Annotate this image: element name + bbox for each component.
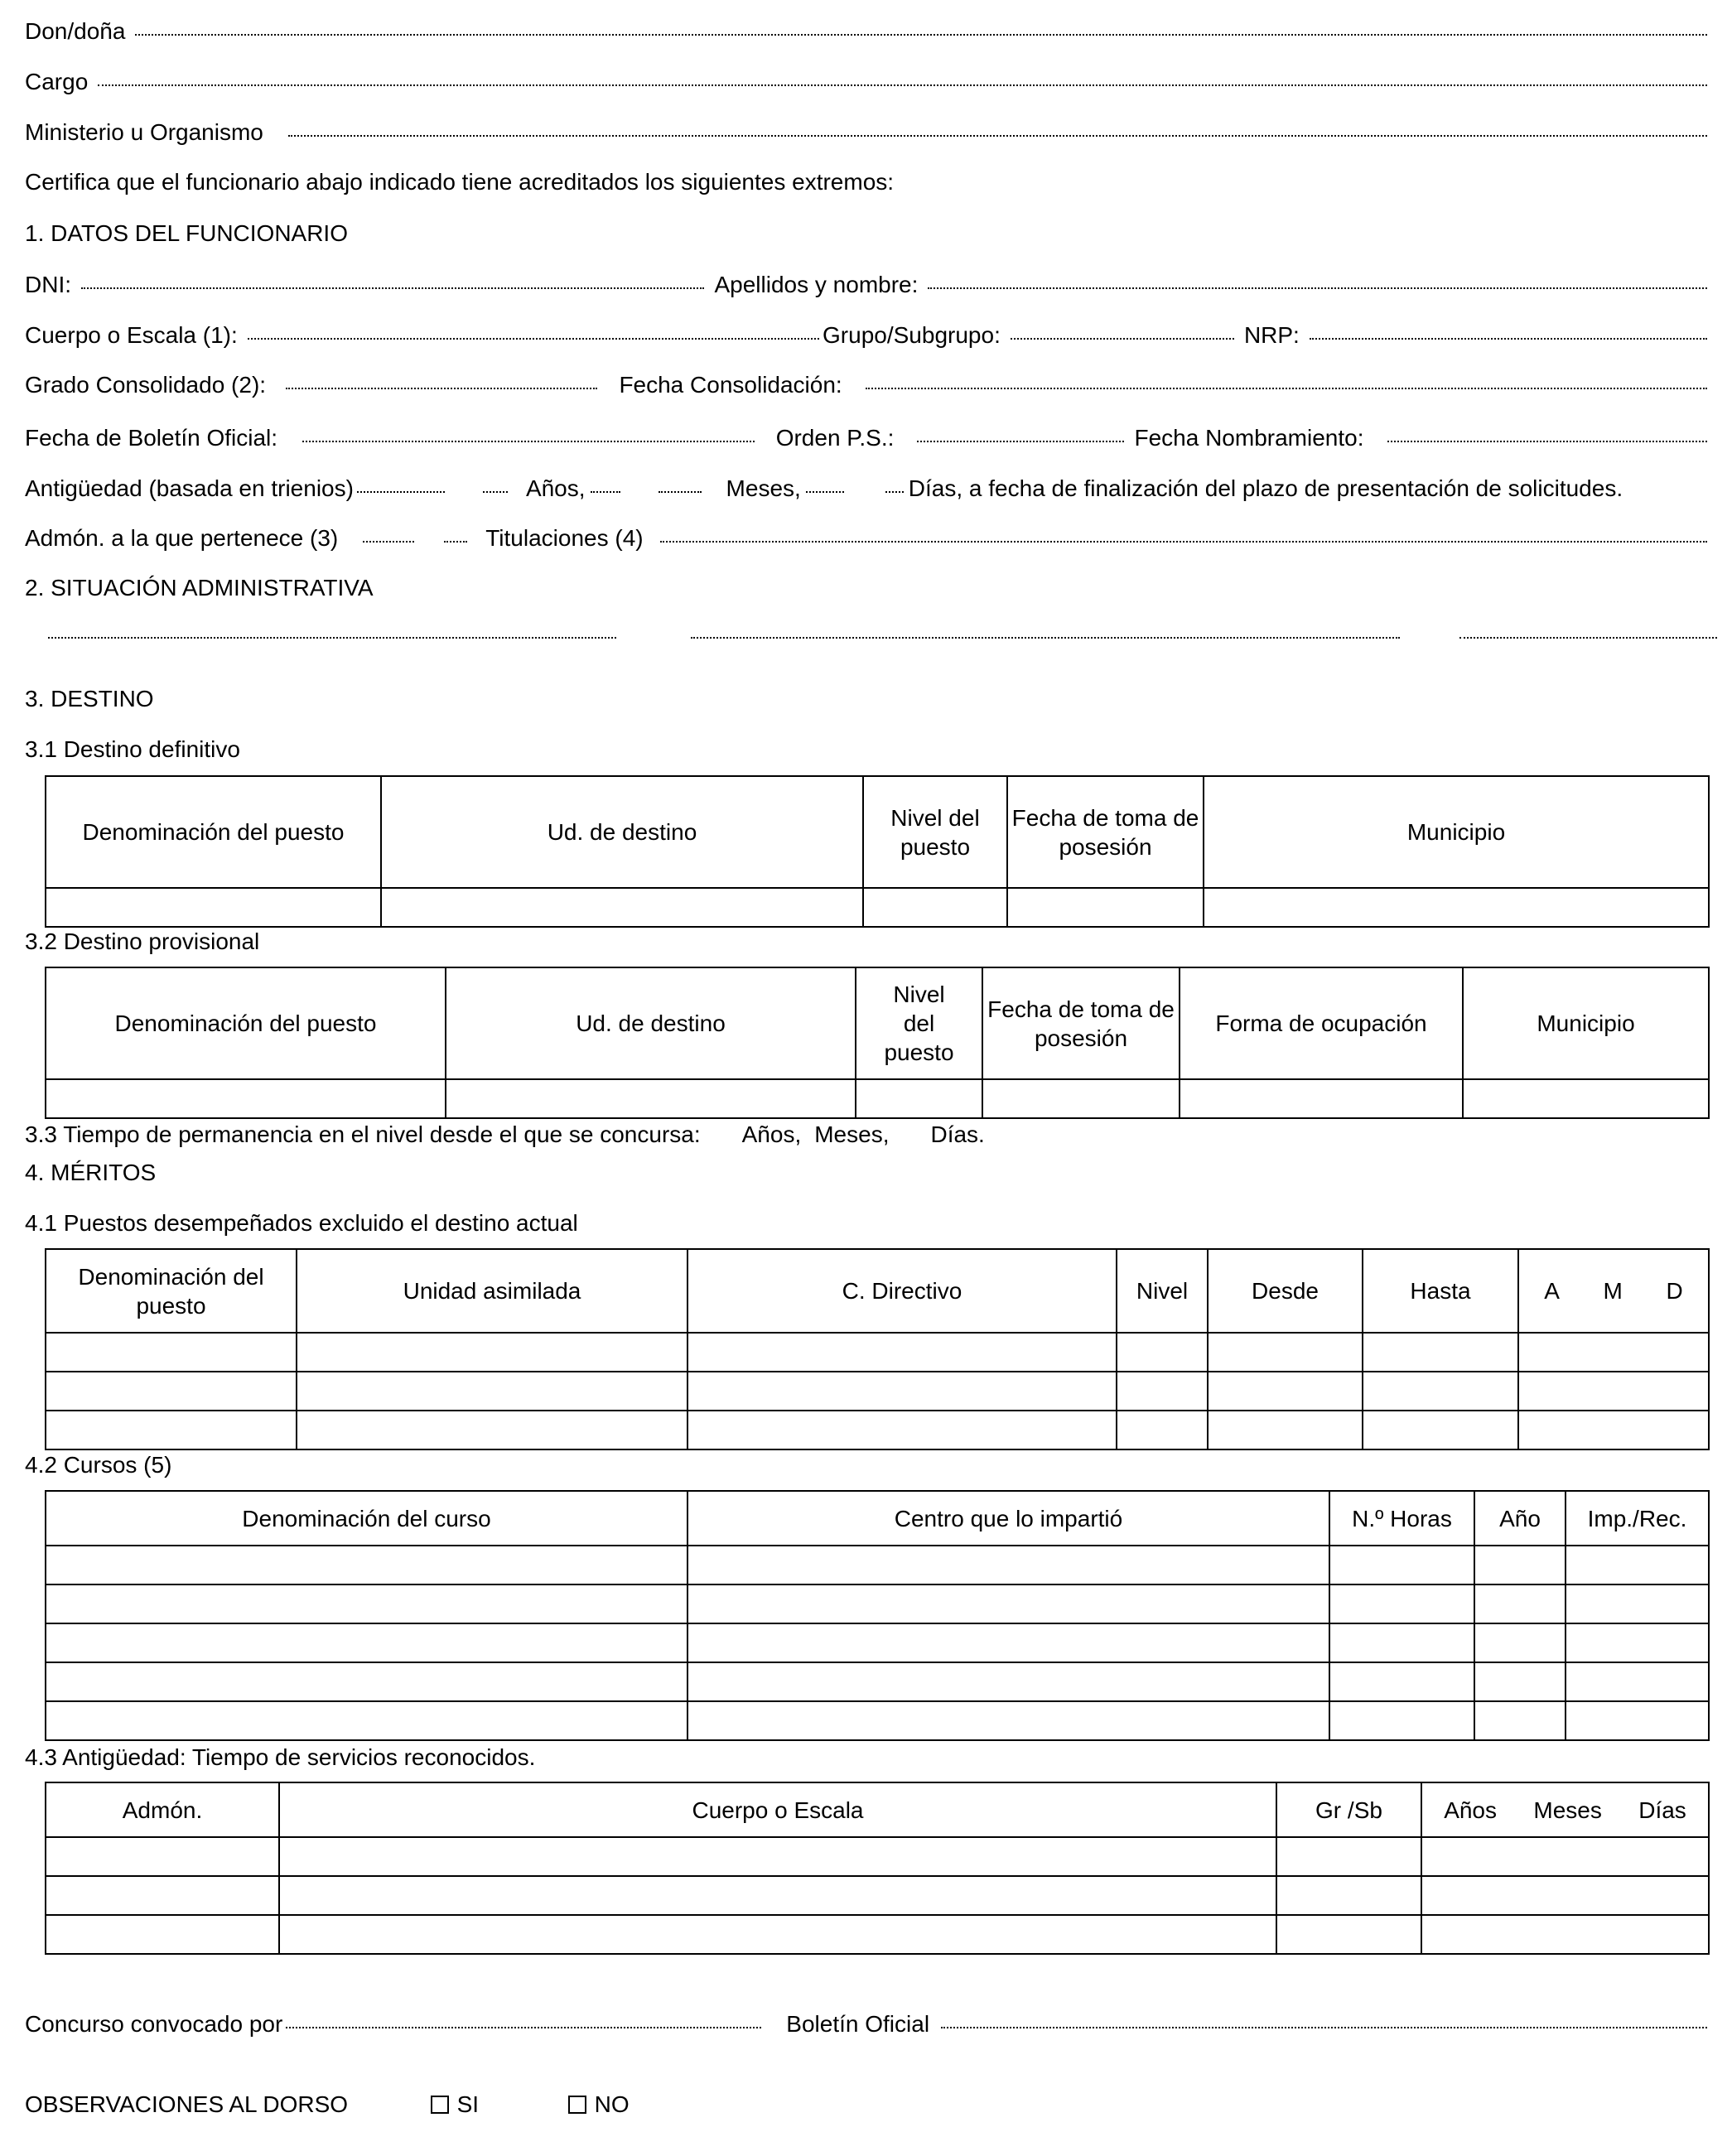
dni-field[interactable] <box>81 287 704 289</box>
table-cell[interactable] <box>1329 1546 1474 1584</box>
table-cell[interactable] <box>1518 1411 1709 1449</box>
col-header-a: A <box>1544 1278 1560 1304</box>
col-header: Ud. de destino <box>446 967 856 1079</box>
ministerio-row <box>25 119 1717 152</box>
cargo-label: Cargo <box>25 69 89 94</box>
table-cell[interactable] <box>1363 1372 1518 1411</box>
table-cell[interactable] <box>1276 1876 1421 1915</box>
col-header: Admón. <box>46 1782 279 1837</box>
don-dona-row <box>25 18 1717 51</box>
titulaciones-label: Titulaciones (4) <box>485 525 644 551</box>
cargo-field[interactable] <box>98 84 1707 86</box>
table-cell[interactable] <box>46 1701 687 1740</box>
grado-row <box>25 372 1717 405</box>
section4-2-title: 4.2 Cursos (5) <box>25 1452 172 1478</box>
table-row <box>46 1662 1709 1701</box>
table-cell[interactable] <box>1566 1701 1709 1740</box>
table-cell[interactable] <box>982 1079 1180 1118</box>
antiguedad-label: Antigüedad (basada en trienios) <box>25 475 354 501</box>
no-label: NO <box>594 2091 630 2117</box>
col-header: Gr /Sb <box>1276 1782 1421 1837</box>
col-header: Imp./Rec. <box>1566 1491 1709 1546</box>
situacion-field-1[interactable] <box>48 636 616 639</box>
situacion-row <box>48 639 1717 673</box>
table-cell[interactable] <box>1208 1411 1363 1449</box>
table-cell[interactable] <box>297 1372 687 1411</box>
cuerpo-field[interactable] <box>248 337 819 340</box>
table-row <box>46 1584 1709 1623</box>
table-cell[interactable] <box>687 1411 1117 1449</box>
table-cell[interactable] <box>1566 1623 1709 1662</box>
dni-row <box>25 272 1717 305</box>
section3-3-anos: Años, <box>741 1121 802 1147</box>
table-cell[interactable] <box>1007 888 1204 927</box>
table-cell[interactable] <box>1463 1079 1709 1118</box>
apellidos-label: Apellidos y nombre: <box>714 272 919 297</box>
col-header: Municipio <box>1204 776 1709 888</box>
si-label: SI <box>456 2091 480 2117</box>
table-cell[interactable] <box>1363 1411 1518 1449</box>
col-header: Denominación del curso <box>46 1491 687 1546</box>
table-cell[interactable] <box>46 1584 687 1623</box>
apellidos-field[interactable] <box>928 287 1707 289</box>
table-cell[interactable] <box>1117 1411 1208 1449</box>
col-header-meses: Meses <box>1533 1797 1602 1823</box>
cuerpo-row <box>25 322 1717 355</box>
table-cell[interactable] <box>46 1915 279 1954</box>
col-header: Denominación del puesto <box>46 776 381 888</box>
section3-title: 3. DESTINO <box>25 686 154 711</box>
section3-3-row <box>25 1121 985 1148</box>
destino-definitivo-table <box>45 775 1710 928</box>
table-cell[interactable] <box>1421 1915 1709 1954</box>
concurso-row <box>25 2011 1717 2044</box>
table-cell[interactable] <box>1117 1333 1208 1372</box>
ministerio-label: Ministerio u Organismo <box>25 119 263 145</box>
col-header: Fecha de toma de posesión <box>1007 776 1204 888</box>
cuerpo-label: Cuerpo o Escala (1): <box>25 322 238 348</box>
table-cell[interactable] <box>46 1837 279 1876</box>
observaciones-row <box>25 2091 630 2118</box>
section3-3-meses: Meses, <box>814 1121 890 1147</box>
certifica-row <box>25 169 1717 202</box>
table-row <box>46 1623 1709 1662</box>
fecha-boletin-row <box>25 425 1717 458</box>
table-cell[interactable] <box>1180 1079 1463 1118</box>
fecha-nombramiento-field[interactable] <box>1387 440 1708 442</box>
trienios-field[interactable] <box>357 490 445 493</box>
table-cell[interactable] <box>1474 1662 1566 1701</box>
table-cell[interactable] <box>1566 1662 1709 1701</box>
col-header-amd <box>1421 1782 1709 1837</box>
anos-pre-field[interactable] <box>483 490 508 493</box>
fecha-boletin-label: Fecha de Boletín Oficial: <box>25 425 278 451</box>
col-header: Forma de ocupación <box>1180 967 1463 1079</box>
fecha-nombramiento-label: Fecha Nombramiento: <box>1134 425 1364 451</box>
table-cell[interactable] <box>687 1546 1329 1584</box>
col-header: Cuerpo o Escala <box>279 1782 1276 1837</box>
col-header-m: M <box>1603 1278 1623 1304</box>
table-cell[interactable] <box>687 1662 1329 1701</box>
anos-field[interactable] <box>591 490 620 493</box>
table-cell[interactable] <box>46 1372 297 1411</box>
table-header-row <box>46 1491 1709 1546</box>
table-row <box>46 1837 1709 1876</box>
col-header: Ud. de destino <box>381 776 863 888</box>
meses-label: Meses, <box>726 475 801 501</box>
don-dona-field[interactable] <box>135 33 1707 36</box>
antiguedad-table <box>45 1782 1710 1955</box>
col-header: Nivel del puesto <box>863 776 1007 888</box>
ministerio-field[interactable] <box>288 134 1707 137</box>
table-cell[interactable] <box>1421 1876 1709 1915</box>
situacion-field-3[interactable] <box>1459 636 1717 639</box>
table-cell[interactable] <box>1204 888 1709 927</box>
col-header: Nivel <box>1117 1249 1208 1333</box>
col-header: Nivel del puesto <box>856 967 982 1079</box>
table-cell[interactable] <box>1474 1584 1566 1623</box>
section4-1-title: 4.1 Puestos desempeñados excluido el destino actual <box>25 1210 578 1236</box>
table-cell[interactable] <box>381 888 863 927</box>
admon-field[interactable] <box>363 540 414 543</box>
fecha-consolidacion-field[interactable] <box>866 387 1707 389</box>
concurso-field[interactable] <box>286 2026 761 2028</box>
table-cell[interactable] <box>1276 1915 1421 1954</box>
table-cell[interactable] <box>687 1701 1329 1740</box>
section3-2-title: 3.2 Destino provisional <box>25 928 260 954</box>
col-header-d: D <box>1666 1278 1683 1304</box>
table-cell[interactable] <box>1208 1333 1363 1372</box>
table-cell[interactable] <box>1566 1546 1709 1584</box>
col-header: Desde <box>1208 1249 1363 1333</box>
admon-row <box>25 525 1717 558</box>
si-checkbox[interactable] <box>431 2096 449 2114</box>
section3-3-dias: Días. <box>930 1121 985 1147</box>
table-row <box>46 1372 1709 1411</box>
dias-label: Días, a fecha de finalización del plazo de presentación de solicitudes. <box>908 475 1623 501</box>
dias-field[interactable] <box>885 490 904 493</box>
section4-title: 4. MÉRITOS <box>25 1160 157 1185</box>
orden-ps-field[interactable] <box>917 440 1124 442</box>
meses-pre-field[interactable] <box>659 490 702 493</box>
table-header-row <box>46 967 1709 1079</box>
col-header: N.º Horas <box>1329 1491 1474 1546</box>
table-cell[interactable] <box>1421 1837 1709 1876</box>
col-header: Fecha de toma de posesión <box>982 967 1180 1079</box>
section2-title: 2. SITUACIÓN ADMINISTRATIVA <box>25 575 374 600</box>
puestos-table <box>45 1248 1710 1450</box>
admon-label: Admón. a la que pertenece (3) <box>25 525 339 551</box>
nrp-field[interactable] <box>1310 337 1707 340</box>
boletin-label: Boletín Oficial <box>786 2011 930 2037</box>
situacion-field-2[interactable] <box>691 636 1400 639</box>
table-cell[interactable] <box>1518 1333 1709 1372</box>
table-cell[interactable] <box>446 1079 856 1118</box>
table-cell[interactable] <box>863 888 1007 927</box>
table-cell[interactable] <box>1276 1837 1421 1876</box>
section4-3-title: 4.3 Antigüedad: Tiempo de servicios reconocidos. <box>25 1744 536 1770</box>
table-cell[interactable] <box>1566 1584 1709 1623</box>
table-cell[interactable] <box>46 1662 687 1701</box>
col-header: Municipio <box>1463 967 1709 1079</box>
table-cell[interactable] <box>1208 1372 1363 1411</box>
meses-field[interactable] <box>806 490 844 493</box>
table-cell[interactable] <box>856 1079 982 1118</box>
cargo-row <box>25 69 1717 102</box>
table-cell[interactable] <box>46 1546 687 1584</box>
grado-label: Grado Consolidado (2): <box>25 372 267 398</box>
table-cell[interactable] <box>1329 1584 1474 1623</box>
table-row <box>46 1701 1709 1740</box>
orden-ps-label: Orden P.S.: <box>775 425 895 451</box>
table-row <box>46 1546 1709 1584</box>
col-header-amd <box>1518 1249 1709 1333</box>
table-cell[interactable] <box>687 1623 1329 1662</box>
table-cell[interactable] <box>1518 1372 1709 1411</box>
table-cell[interactable] <box>687 1372 1117 1411</box>
cursos-table <box>45 1490 1710 1741</box>
col-header: Centro que lo impartió <box>687 1491 1329 1546</box>
grupo-label: Grupo/Subgrupo: <box>823 322 1001 348</box>
table-cell[interactable] <box>297 1411 687 1449</box>
certifica-text: Certifica que el funcionario abajo indicado tiene acreditados los siguientes extremos: <box>25 169 895 195</box>
dni-label: DNI: <box>25 272 71 297</box>
admon-field-2[interactable] <box>444 540 467 543</box>
titulaciones-field[interactable] <box>660 540 1707 543</box>
antiguedad-row <box>25 475 1717 509</box>
table-cell[interactable] <box>1329 1701 1474 1740</box>
table-cell[interactable] <box>46 1876 279 1915</box>
table-cell[interactable] <box>687 1584 1329 1623</box>
table-row <box>46 1079 1709 1118</box>
table-row <box>46 1876 1709 1915</box>
table-cell[interactable] <box>46 1079 446 1118</box>
table-cell[interactable] <box>1117 1372 1208 1411</box>
table-cell[interactable] <box>46 1623 687 1662</box>
observaciones-label: OBSERVACIONES AL DORSO <box>25 2091 349 2117</box>
col-header: C. Directivo <box>687 1249 1117 1333</box>
boletin-field[interactable] <box>941 2026 1707 2028</box>
section1-title: 1. DATOS DEL FUNCIONARIO <box>25 220 348 246</box>
table-cell[interactable] <box>687 1333 1117 1372</box>
table-cell[interactable] <box>279 1876 1276 1915</box>
nrp-label: NRP: <box>1243 322 1300 348</box>
col-header-anos: Años <box>1444 1797 1498 1823</box>
table-cell[interactable] <box>279 1915 1276 1954</box>
table-row <box>46 888 1709 927</box>
concurso-label: Concurso convocado por <box>25 2011 283 2037</box>
table-header-row <box>46 1782 1709 1837</box>
grupo-field[interactable] <box>1011 337 1234 340</box>
col-header: Hasta <box>1363 1249 1518 1333</box>
table-cell[interactable] <box>1474 1546 1566 1584</box>
section3-3-label: 3.3 Tiempo de permanencia en el nivel desde el que se concursa: <box>25 1121 701 1147</box>
col-header: Denominación del puesto <box>46 1249 297 1333</box>
table-header-row <box>46 1249 1709 1333</box>
table-cell[interactable] <box>1329 1623 1474 1662</box>
table-cell[interactable] <box>46 1333 297 1372</box>
fecha-consolidacion-label: Fecha Consolidación: <box>619 372 842 398</box>
table-row <box>46 1411 1709 1449</box>
grado-field[interactable] <box>286 387 597 389</box>
table-cell[interactable] <box>297 1333 687 1372</box>
table-header-row <box>46 776 1709 888</box>
fecha-boletin-field[interactable] <box>302 440 755 442</box>
section3-1-title: 3.1 Destino definitivo <box>25 736 240 762</box>
table-cell[interactable] <box>1474 1701 1566 1740</box>
destino-provisional-table <box>45 967 1710 1119</box>
don-dona-label: Don/doña <box>25 18 126 44</box>
table-row <box>46 1915 1709 1954</box>
anos-label: Años, <box>525 475 586 501</box>
table-cell[interactable] <box>1329 1662 1474 1701</box>
col-header: Año <box>1474 1491 1566 1546</box>
table-cell[interactable] <box>1363 1333 1518 1372</box>
col-header: Denominación del puesto <box>46 967 446 1079</box>
no-checkbox[interactable] <box>568 2096 586 2114</box>
table-cell[interactable] <box>279 1837 1276 1876</box>
table-row <box>46 1333 1709 1372</box>
col-header: Unidad asimilada <box>297 1249 687 1333</box>
col-header-dias: Días <box>1638 1797 1686 1823</box>
table-cell[interactable] <box>1474 1623 1566 1662</box>
table-cell[interactable] <box>46 1411 297 1449</box>
table-cell[interactable] <box>46 888 381 927</box>
